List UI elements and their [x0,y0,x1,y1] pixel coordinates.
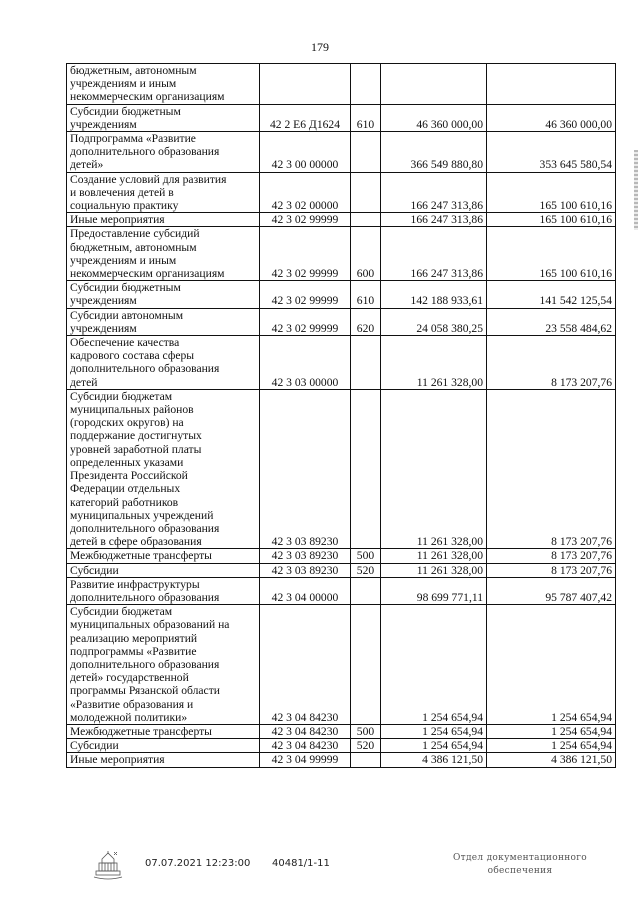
table-row [67,724,616,738]
row-value-2-cell: 8 173 207,76 [487,549,616,563]
budget-table-body [67,64,616,768]
row-type-cell [351,64,381,105]
budget-table [66,63,616,768]
row-code-cell: 42 3 02 99999 [260,227,351,281]
row-code-cell: 42 3 04 99999 [260,753,351,767]
stamp-line-1: Отдел документационного [452,853,587,863]
row-code-cell: 42 3 04 84230 [260,739,351,753]
row-code-cell: 42 3 04 00000 [260,577,351,604]
row-value-2-cell [487,64,616,105]
table-row [67,132,616,173]
table-row [67,605,616,725]
row-type-cell [351,132,381,173]
row-name-cell: Межбюджетные трансферты [67,549,260,563]
row-name-cell: Иные мероприятия [67,753,260,767]
row-value-1-cell: 1 254 654,94 [381,724,487,738]
row-code-cell: 42 3 02 00000 [260,172,351,213]
table-row [67,336,616,390]
row-value-2-cell: 165 100 610,16 [487,227,616,281]
department-stamp [440,852,600,878]
row-type-cell: 610 [351,104,381,131]
row-value-2-cell: 353 645 580,54 [487,132,616,173]
table-row [67,227,616,281]
row-type-cell: 520 [351,739,381,753]
row-value-1-cell: 166 247 313,86 [381,172,487,213]
row-value-2-cell: 1 254 654,94 [487,724,616,738]
table-row [67,104,616,131]
row-name-cell: Создание условий для развития и вовлечения детей в социальную практику [67,172,260,213]
row-value-1-cell: 1 254 654,94 [381,739,487,753]
row-value-1-cell: 46 360 000,00 [381,104,487,131]
row-value-2-cell: 95 787 407,42 [487,577,616,604]
row-type-cell [351,172,381,213]
emblem-icon [88,850,128,884]
table-row [67,549,616,563]
page-footer [0,850,640,890]
row-value-2-cell: 8 173 207,76 [487,336,616,390]
table-row [67,281,616,308]
row-value-1-cell: 11 261 328,00 [381,336,487,390]
row-value-1-cell: 1 254 654,94 [381,605,487,725]
stamp-line-2: обеспечения [487,866,553,876]
footer-doc-number: 40481/1-11 [272,858,330,869]
row-type-cell: 610 [351,281,381,308]
row-value-2-cell: 165 100 610,16 [487,172,616,213]
row-code-cell: 42 3 03 89230 [260,549,351,563]
row-code-cell: 42 3 02 99999 [260,308,351,335]
row-value-1-cell: 24 058 380,25 [381,308,487,335]
row-name-cell: Субсидии бюджетным учреждениям [67,281,260,308]
row-type-cell: 500 [351,724,381,738]
row-value-1-cell: 98 699 771,11 [381,577,487,604]
row-value-2-cell: 8 173 207,76 [487,389,616,548]
row-name-cell: Предоставление субсидий бюджетным, автономным учреждениям и иным некоммерческим организациям [67,227,260,281]
table-row [67,213,616,227]
row-code-cell: 42 2 E6 Д1624 [260,104,351,131]
row-type-cell: 600 [351,227,381,281]
row-name-cell: Субсидии автономным учреждениям [67,308,260,335]
row-code-cell: 42 3 03 89230 [260,563,351,577]
row-type-cell [351,753,381,767]
row-value-1-cell: 166 247 313,86 [381,213,487,227]
page-number: 179 [311,40,329,54]
row-value-1-cell: 11 261 328,00 [381,563,487,577]
row-code-cell: 42 3 03 00000 [260,336,351,390]
row-name-cell: Субсидии [67,563,260,577]
row-type-cell: 520 [351,563,381,577]
row-value-1-cell: 11 261 328,00 [381,389,487,548]
row-value-2-cell: 165 100 610,16 [487,213,616,227]
scan-edge-mark [634,150,638,230]
row-value-2-cell: 4 386 121,50 [487,753,616,767]
table-row [67,563,616,577]
row-name-cell: Межбюджетные трансферты [67,724,260,738]
row-type-cell: 620 [351,308,381,335]
row-name-cell: Подпрограмма «Развитие дополнительного образования детей» [67,132,260,173]
row-type-cell [351,213,381,227]
row-code-cell: 42 3 04 84230 [260,724,351,738]
row-value-2-cell: 141 542 125,54 [487,281,616,308]
row-name-cell: Субсидии [67,739,260,753]
row-code-cell: 42 3 02 99999 [260,281,351,308]
row-value-2-cell: 1 254 654,94 [487,739,616,753]
row-type-cell: 500 [351,549,381,563]
row-value-1-cell [381,64,487,105]
row-type-cell [351,577,381,604]
table-row [67,577,616,604]
row-name-cell: бюджетным, автономным учреждениям и иным некоммерческим организациям [67,64,260,105]
row-code-cell: 42 3 03 89230 [260,389,351,548]
row-name-cell: Иные мероприятия [67,213,260,227]
row-code-cell [260,64,351,105]
row-value-2-cell: 23 558 484,62 [487,308,616,335]
row-name-cell: Обеспечение качества кадрового состава сферы дополнительного образования детей [67,336,260,390]
row-value-2-cell: 8 173 207,76 [487,563,616,577]
table-row [67,739,616,753]
table-row [67,753,616,767]
row-value-1-cell: 366 549 880,80 [381,132,487,173]
row-name-cell: Субсидии бюджетным учреждениям [67,104,260,131]
row-value-2-cell: 46 360 000,00 [487,104,616,131]
footer-date: 07.07.2021 12:23:00 [145,858,251,869]
row-value-1-cell: 11 261 328,00 [381,549,487,563]
row-type-cell [351,605,381,725]
row-code-cell: 42 3 02 99999 [260,213,351,227]
row-code-cell: 42 3 00 00000 [260,132,351,173]
row-name-cell: Субсидии бюджетам муниципальных районов (городских округов) на поддержание достигнутых уровней заработной платы определенных указами Президента Российской Федерации отдельных категорий работников муниципальных учреждений дополнительного образования детей в сфере образования [67,389,260,548]
table-row [67,308,616,335]
row-code-cell: 42 3 04 84230 [260,605,351,725]
row-value-1-cell: 142 188 933,61 [381,281,487,308]
table-row [67,64,616,105]
row-name-cell: Развитие инфраструктуры дополнительного образования [67,577,260,604]
row-type-cell [351,389,381,548]
table-row [67,172,616,213]
row-value-1-cell: 4 386 121,50 [381,753,487,767]
row-value-1-cell: 166 247 313,86 [381,227,487,281]
table-row [67,389,616,548]
row-value-2-cell: 1 254 654,94 [487,605,616,725]
row-type-cell [351,336,381,390]
row-name-cell: Субсидии бюджетам муниципальных образований на реализацию мероприятий подпрограммы «Развитие дополнительного образования детей» государственной программы Рязанской области «Развитие образования и молодежной политики» [67,605,260,725]
